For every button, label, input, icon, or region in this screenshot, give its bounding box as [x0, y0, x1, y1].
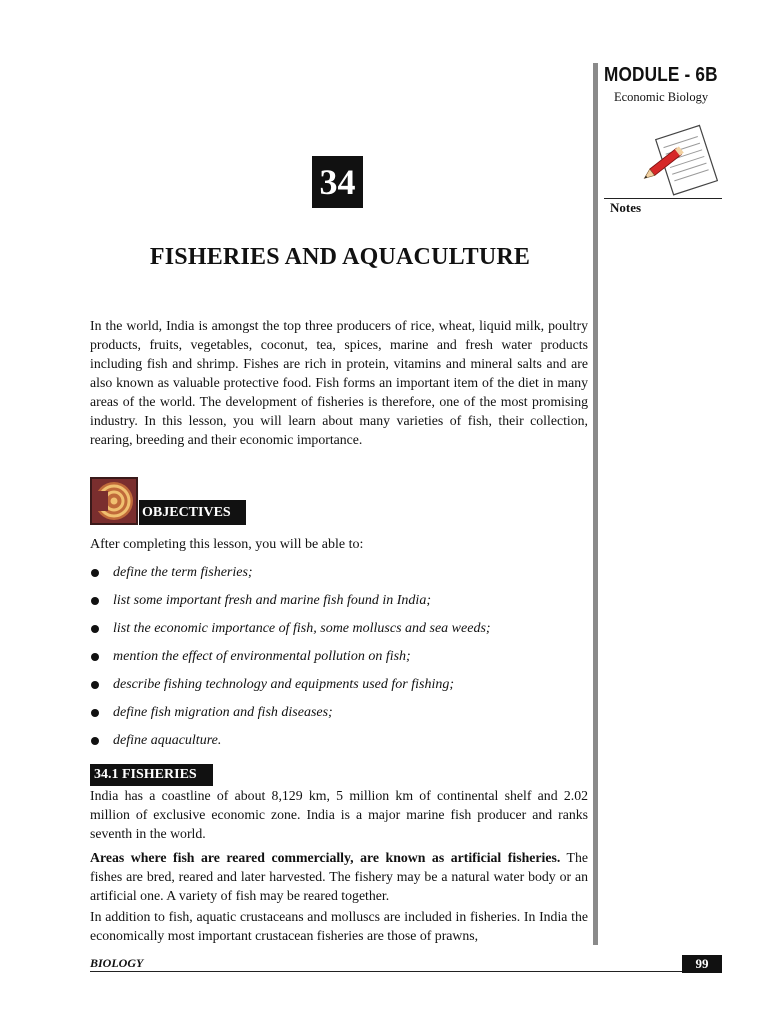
list-item: describe fishing technology and equipments used for fishing; — [90, 670, 590, 698]
chapter-number: 34 — [312, 156, 363, 208]
chapter-title: FISHERIES AND AQUACULTURE — [149, 244, 531, 270]
margin-divider — [593, 63, 598, 945]
section-paragraph-2 — [90, 848, 588, 905]
footer-book-title: BIOLOGY — [90, 956, 144, 970]
section-paragraph-3: In addition to fish, aquatic crustaceans and molluscs are included in fisheries. In India the economically most important crustacean fisheries are those of prawns, — [90, 909, 588, 943]
footer-rule — [90, 971, 722, 972]
section-heading: 34.1 FISHERIES — [90, 764, 213, 786]
objectives-list — [90, 558, 590, 754]
list-item: list some important fresh and marine fish found in India; — [90, 586, 590, 614]
page-number: 99 — [682, 955, 722, 973]
list-item: define aquaculture. — [90, 726, 590, 754]
section-paragraph-1: India has a coastline of about 8,129 km, 5 million km of continental shelf and 2.02 million of exclusive economic zone. India is a major marine fish producer and ranks seventh in the world. — [90, 788, 588, 841]
list-item: list the economic importance of fish, some molluscs and sea weeds; — [90, 614, 590, 642]
list-item: mention the effect of environmental pollution on fish; — [90, 642, 590, 670]
paragraph-text: The fishes are bred, reared and later harvested. The fishery may be a natural water body or an artificial one. A variety of fish may be reared together. — [90, 850, 588, 903]
subject-label: Economic Biology — [614, 90, 709, 104]
intro-paragraph: In the world, India is amongst the top three producers of rice, wheat, liquid milk, poultry products, fruits, vegetables, coconut, tea, spices, marine and fresh water products including fish and shrimp. Fishes are rich in protein, vitamins and mineral salts and are also known as valuable protective food. Fish forms an important item of the diet in many areas of the world. The development of fisheries is therefore, one of the most promising industry. In this lesson, you will learn about many varieties of fish, their collection, rearing, breeding and their economic importance. — [90, 318, 588, 447]
notes-rule — [604, 198, 722, 199]
module-label: MODULE - 6B — [604, 64, 718, 86]
list-item: define fish migration and fish diseases; — [90, 698, 590, 726]
notes-label: Notes — [610, 200, 642, 215]
notes-pencil-icon — [636, 124, 718, 196]
objectives-target-icon — [90, 477, 138, 525]
bold-definition: Areas where fish are reared commercially, are known as artificial fisheries. — [90, 850, 561, 865]
objectives-intro: After completing this lesson, you will be able to: — [90, 537, 364, 552]
objectives-heading: OBJECTIVES — [139, 500, 246, 525]
list-item: define the term fisheries; — [90, 558, 590, 586]
